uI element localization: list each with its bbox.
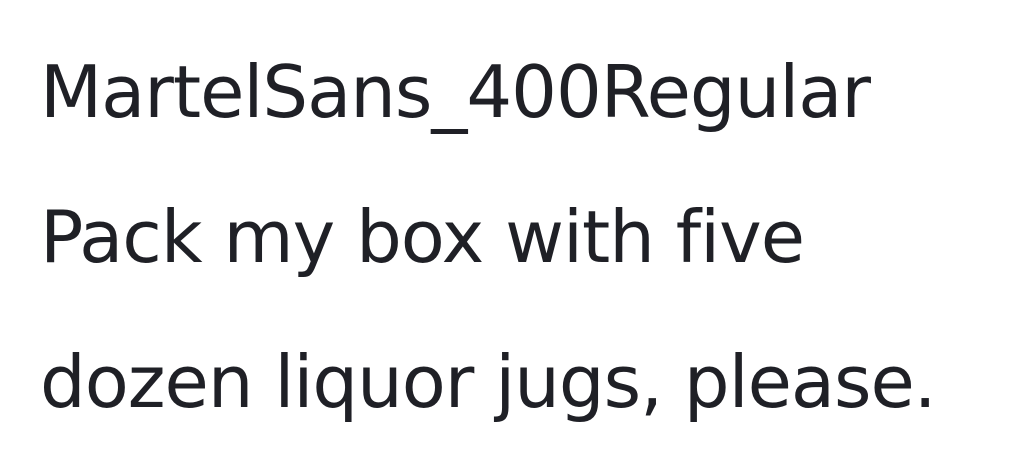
sample-text-line: dozen liquor jugs, please.	[40, 340, 936, 424]
sample-text-line: Pack my box with five	[40, 195, 805, 279]
font-specimen	[40, 20, 1020, 455]
font-name-label: MartelSans_400Regular	[40, 50, 870, 134]
